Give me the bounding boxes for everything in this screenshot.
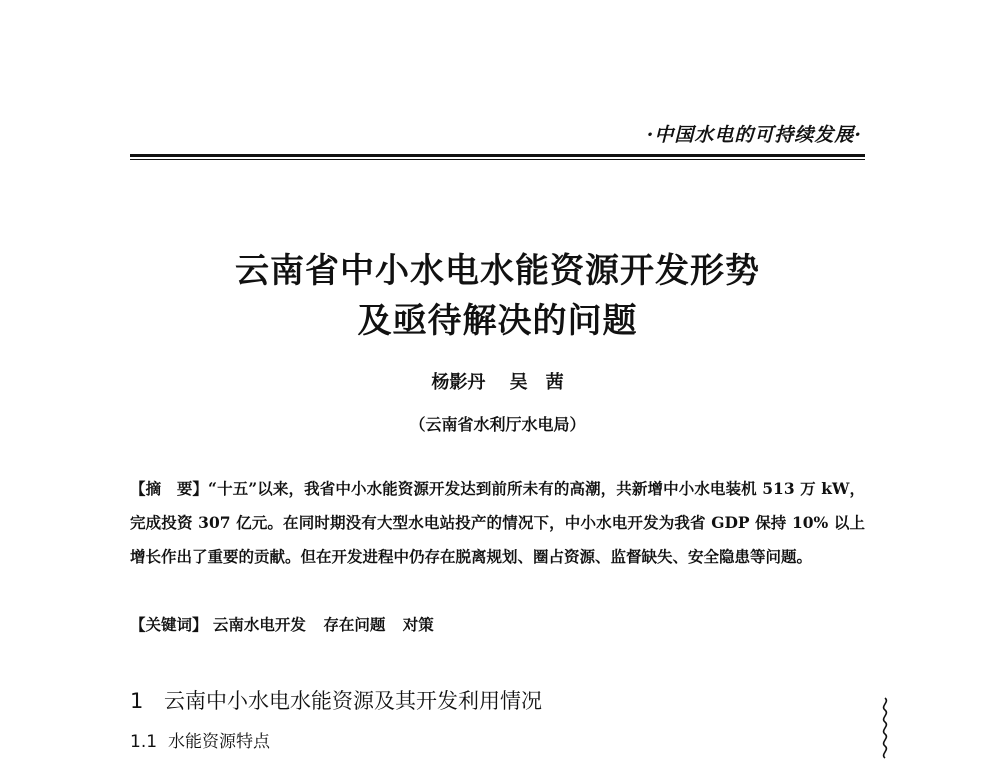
author-1: 杨影丹 (431, 372, 486, 393)
abstract-label: 【摘 要】 (130, 480, 209, 498)
section-title: 云南中小水电水能资源及其开发利用情况 (164, 689, 542, 713)
keyword-item: 对策 (402, 615, 434, 634)
subsection-heading (130, 729, 270, 755)
author-2: 吴 茜 (509, 372, 564, 393)
title-line-2: 及亟待解决的问题 (357, 301, 638, 341)
title-line-1: 云南省中小水电水能资源开发形势 (235, 251, 760, 291)
keyword-item: 云南水电开发 (212, 615, 306, 634)
header-rule-thin (130, 159, 865, 160)
subsection-title: 水能资源特点 (168, 732, 270, 752)
keywords-label: 【关键词】 (130, 616, 208, 634)
running-head: ·中国水电的可持续发展· (646, 124, 862, 146)
binding-squiggle-icon (878, 696, 892, 760)
section-number: 1 (130, 689, 144, 713)
abstract (130, 472, 865, 574)
subsection-number: 1.1 (130, 732, 158, 752)
header-rule-thick (130, 154, 865, 157)
paper-title (130, 246, 865, 346)
keywords (130, 612, 865, 638)
authors (130, 368, 865, 394)
abstract-text: “十五”以来，我省中小水能资源开发达到前所未有的高潮，共新增中小水电装机 513 万 kW，完成投资 307 亿元。在同时期没有大型水电站投产的情况下，中小水电开发为我省 GDP 保持 10% 以上增长作出了重要的贡献。但在开发进程中仍存在脱离规划、圈占资源、监督缺失、安全隐患等问题。 (130, 479, 865, 566)
section-heading (130, 686, 542, 716)
keyword-item: 存在问题 (323, 615, 386, 634)
affiliation: （云南省水利厅水电局） (409, 415, 586, 434)
